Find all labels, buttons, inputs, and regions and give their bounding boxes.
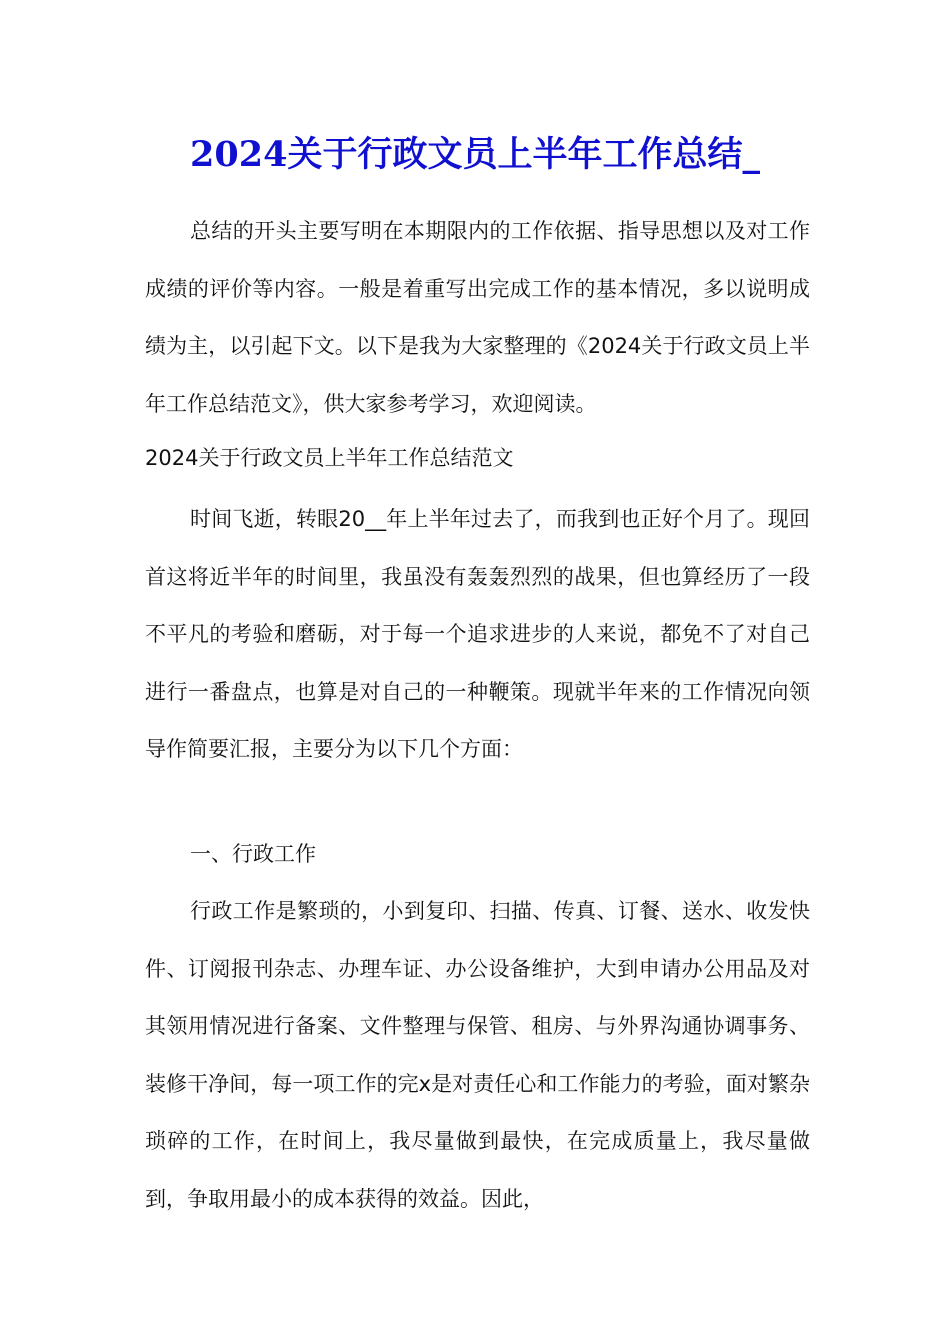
body-paragraph-2: 时间飞逝，转眼20__年上半年过去了，而我到也正好个月了。现回首这将近半年的时间里，我虽没有轰轰烈烈的战果，但也算经历了一段不平凡的考验和磨砺，对于每一个追求进步的人来说，都免不了对自己进行一番盘点，也算是对自己的一种鞭策。现就半年来的工作情况向领导作简要汇报，主要分为以下几个方面： bbox=[145, 507, 810, 761]
intro-paragraph-text: 总结的开头主要写明在本期限内的工作依据、指导思想以及对工作成绩的评价等内容。一般是着重写出完成工作的基本情况，多以说明成绩为主，以引起下文。以下是我为大家整理的《2024关于行政文员上半年工作总结范文》，供大家参考学习，欢迎阅读。 bbox=[145, 219, 810, 416]
document-subtitle: 2024关于行政文员上半年工作总结范文 bbox=[145, 446, 514, 470]
intro-paragraph bbox=[145, 203, 810, 479]
section-heading-administrative-work: 一、行政工作 bbox=[190, 842, 316, 866]
section-1-paragraph: 行政工作是繁琐的，小到复印、扫描、传真、订餐、送水、收发快件、订阅报刊杂志、办理车证、办公设备维护，大到申请办公用品及对其领用情况进行备案、文件整理与保管、租房、与外界沟通协调事务、装修干净间，每一项工作的完x是对责任心和工作能力的考验，面对繁杂琐碎的工作，在时间上，我尽量做到最快，在完成质量上，我尽量做到，争取用最小的成本获得的效益。因此， bbox=[145, 899, 810, 1211]
document-title: 2024关于行政文员上半年工作总结_ bbox=[190, 134, 760, 175]
